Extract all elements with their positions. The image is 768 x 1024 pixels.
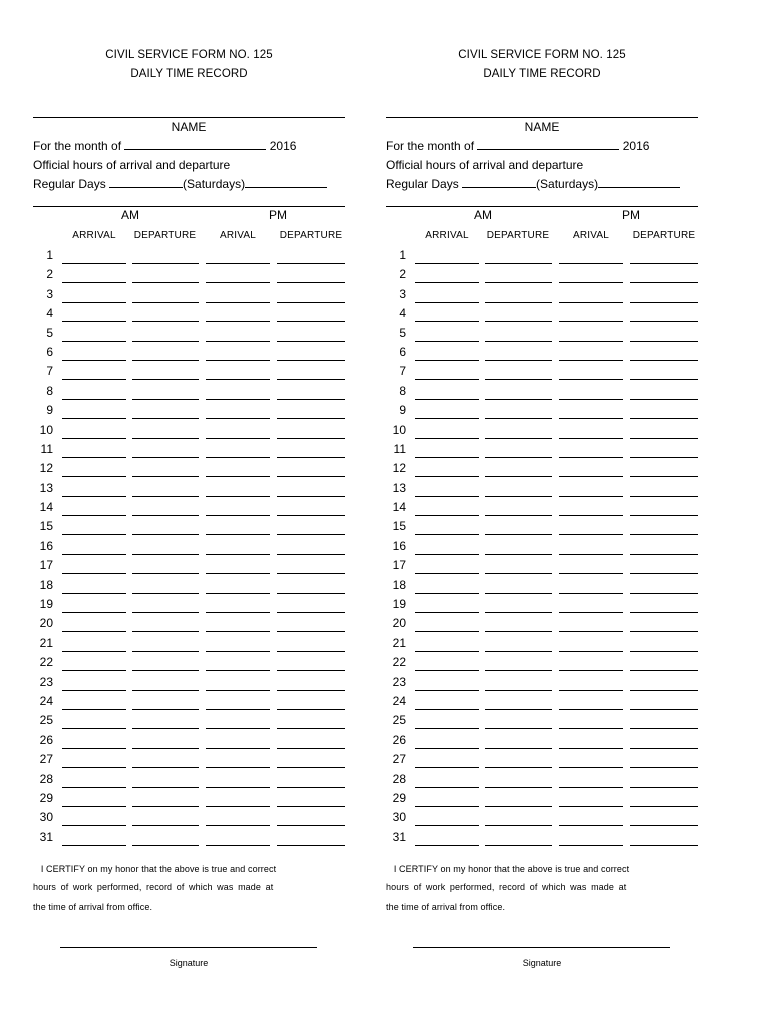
am-departure-header: DEPARTURE [486, 230, 550, 241]
pm-label: PM [269, 208, 287, 222]
table-row [386, 516, 698, 535]
pm-departure-header: DEPARTURE [632, 230, 696, 241]
saturdays-label: (Saturdays) [536, 177, 599, 191]
day-number: 16 [39, 538, 53, 553]
day-number: 20 [392, 616, 406, 631]
day-number: 3 [399, 286, 406, 301]
table-row [386, 284, 698, 303]
header-divider [33, 206, 345, 207]
am-departure-cell[interactable] [485, 845, 552, 846]
day-number: 8 [46, 383, 53, 398]
certify-line-2: hours of work performed, record of which was made at [386, 882, 627, 892]
day-number: 19 [392, 597, 406, 612]
day-number: 12 [39, 461, 53, 476]
table-row [386, 478, 698, 497]
day-number: 1 [46, 248, 53, 262]
day-number: 18 [39, 577, 53, 592]
day-number: 23 [392, 674, 406, 689]
day-number: 6 [399, 344, 406, 359]
table-row [386, 672, 698, 691]
day-number: 18 [392, 577, 406, 592]
table-row [33, 672, 345, 691]
table-row [33, 303, 345, 322]
day-number: 28 [392, 771, 406, 786]
table-row [33, 827, 345, 846]
table-row [33, 439, 345, 458]
table-row [33, 323, 345, 342]
name-label: NAME [524, 120, 560, 134]
day-number: 29 [39, 790, 53, 805]
regular-days-row [386, 177, 680, 191]
dtr-form-right [386, 0, 698, 1024]
day-number: 9 [46, 403, 53, 418]
regular-days-label: Regular Days [33, 177, 106, 191]
day-number: 10 [39, 422, 53, 437]
table-row [386, 594, 698, 613]
name-field-line[interactable] [386, 117, 698, 118]
day-number: 7 [399, 364, 406, 379]
table-row [386, 400, 698, 419]
day-number: 17 [392, 558, 406, 573]
certify-line-3: the time of arrival from office. [33, 902, 153, 912]
table-row [33, 749, 345, 768]
day-number: 11 [40, 441, 53, 456]
table-row [386, 749, 698, 768]
day-number: 25 [39, 713, 53, 728]
day-number: 30 [392, 810, 406, 825]
table-row [33, 516, 345, 535]
day-number: 13 [39, 480, 53, 495]
certify-line-2: hours of work performed, record of which was made at [33, 882, 274, 892]
form-number-title: CIVIL SERVICE FORM NO. 125 [458, 49, 626, 61]
am-arrival-header: ARRIVAL [72, 230, 116, 241]
day-number: 21 [392, 635, 406, 650]
certify-line-1: I CERTIFY on my honor that the above is true and correct [393, 864, 630, 874]
day-number: 5 [46, 325, 53, 340]
form-title: DAILY TIME RECORD [483, 68, 601, 80]
day-number: 17 [39, 558, 53, 573]
regular-days-label: Regular Days [386, 177, 459, 191]
day-number: 30 [39, 810, 53, 825]
table-row [386, 497, 698, 516]
day-number: 29 [392, 790, 406, 805]
form-title: DAILY TIME RECORD [130, 68, 248, 80]
table-row [386, 613, 698, 632]
day-number: 19 [39, 597, 53, 612]
saturdays-label: (Saturdays) [183, 177, 246, 191]
table-row [386, 633, 698, 652]
day-number: 21 [39, 635, 53, 650]
table-row [33, 788, 345, 807]
table-row [386, 245, 698, 264]
name-label: NAME [171, 120, 207, 134]
signature-line[interactable] [60, 947, 317, 948]
table-row [33, 361, 345, 380]
name-field-line[interactable] [33, 117, 345, 118]
day-number: 22 [392, 655, 406, 670]
day-number: 2 [399, 267, 406, 282]
table-row [386, 691, 698, 710]
day-number: 4 [399, 306, 406, 321]
day-number: 23 [39, 674, 53, 689]
pm-departure-cell[interactable] [630, 845, 698, 846]
table-row [386, 264, 698, 283]
table-row [33, 807, 345, 826]
table-row [33, 245, 345, 264]
day-number: 27 [39, 752, 53, 767]
day-number: 26 [39, 732, 53, 747]
day-number: 24 [39, 693, 53, 708]
month-row [33, 139, 296, 153]
table-row [33, 633, 345, 652]
table-row [33, 400, 345, 419]
table-row [386, 807, 698, 826]
pm-arrival-header: ARIVAL [219, 230, 257, 241]
am-departure-header: DEPARTURE [133, 230, 197, 241]
table-row [386, 710, 698, 729]
day-number: 31 [39, 829, 53, 844]
day-number: 14 [39, 500, 53, 515]
am-label: AM [121, 208, 139, 222]
day-number: 24 [392, 693, 406, 708]
year-label: 2016 [622, 139, 650, 153]
day-number: 15 [39, 519, 53, 534]
table-row [386, 361, 698, 380]
table-row [33, 381, 345, 400]
signature-label: Signature [169, 958, 209, 968]
day-number: 20 [39, 616, 53, 631]
month-label: For the month of [33, 139, 122, 153]
table-row [386, 439, 698, 458]
pm-label: PM [622, 208, 640, 222]
table-row [33, 575, 345, 594]
day-number: 5 [399, 325, 406, 340]
day-number: 2 [46, 267, 53, 282]
day-number: 7 [46, 364, 53, 379]
table-row [386, 342, 698, 361]
day-rows [33, 245, 345, 846]
day-number: 10 [392, 422, 406, 437]
table-row [33, 594, 345, 613]
day-rows [386, 245, 698, 846]
day-number: 31 [392, 829, 406, 844]
table-row [386, 575, 698, 594]
signature-line[interactable] [413, 947, 670, 948]
table-row [33, 710, 345, 729]
day-number: 28 [39, 771, 53, 786]
table-row [33, 555, 345, 574]
table-row [33, 264, 345, 283]
table-row [33, 284, 345, 303]
pm-arrival-cell[interactable] [559, 845, 623, 846]
table-row [386, 303, 698, 322]
am-arrival-header: ARRIVAL [425, 230, 469, 241]
day-number: 6 [46, 344, 53, 359]
table-row [33, 536, 345, 555]
table-row [386, 652, 698, 671]
table-row [386, 555, 698, 574]
pm-arrival-cell[interactable] [206, 845, 270, 846]
table-row [33, 342, 345, 361]
certify-line-3: the time of arrival from office. [386, 902, 506, 912]
table-row [33, 497, 345, 516]
saturdays-field[interactable] [245, 177, 327, 188]
am-arrival-cell[interactable] [415, 845, 479, 846]
official-hours-label: Official hours of arrival and departure [33, 158, 231, 172]
table-row [386, 381, 698, 400]
month-row [386, 139, 649, 153]
certify-line-1: I CERTIFY on my honor that the above is true and correct [40, 864, 277, 874]
table-row [33, 420, 345, 439]
day-number: 11 [393, 441, 406, 456]
table-row [33, 691, 345, 710]
day-number: 3 [46, 286, 53, 301]
table-row [386, 420, 698, 439]
table-row [386, 827, 698, 846]
table-row [33, 458, 345, 477]
table-row [386, 458, 698, 477]
day-number: 13 [392, 480, 406, 495]
dtr-form-left [33, 0, 345, 1024]
day-number: 9 [399, 403, 406, 418]
official-hours-label: Official hours of arrival and departure [386, 158, 584, 172]
pm-arrival-header: ARIVAL [572, 230, 610, 241]
table-row [386, 788, 698, 807]
day-number: 27 [392, 752, 406, 767]
table-row [386, 323, 698, 342]
pm-departure-cell[interactable] [277, 845, 345, 846]
table-row [33, 769, 345, 788]
day-number: 25 [392, 713, 406, 728]
table-row [386, 769, 698, 788]
regular-days-field[interactable] [462, 177, 536, 188]
table-row [33, 613, 345, 632]
header-divider [386, 206, 698, 207]
am-label: AM [474, 208, 492, 222]
day-number: 12 [392, 461, 406, 476]
day-number: 4 [46, 306, 53, 321]
month-field[interactable] [124, 139, 266, 150]
pm-departure-header: DEPARTURE [279, 230, 343, 241]
day-number: 15 [392, 519, 406, 534]
day-number: 14 [392, 500, 406, 515]
signature-label: Signature [522, 958, 562, 968]
day-number: 26 [392, 732, 406, 747]
year-label: 2016 [269, 139, 297, 153]
regular-days-row [33, 177, 327, 191]
day-number: 16 [392, 538, 406, 553]
table-row [33, 478, 345, 497]
month-label: For the month of [386, 139, 475, 153]
regular-days-field[interactable] [109, 177, 183, 188]
table-row [386, 730, 698, 749]
am-departure-cell[interactable] [132, 845, 199, 846]
day-number: 1 [399, 248, 406, 262]
form-number-title: CIVIL SERVICE FORM NO. 125 [105, 49, 273, 61]
am-arrival-cell[interactable] [62, 845, 126, 846]
table-row [386, 536, 698, 555]
day-number: 8 [399, 383, 406, 398]
table-row [33, 730, 345, 749]
table-row [33, 652, 345, 671]
day-number: 22 [39, 655, 53, 670]
month-field[interactable] [477, 139, 619, 150]
saturdays-field[interactable] [598, 177, 680, 188]
